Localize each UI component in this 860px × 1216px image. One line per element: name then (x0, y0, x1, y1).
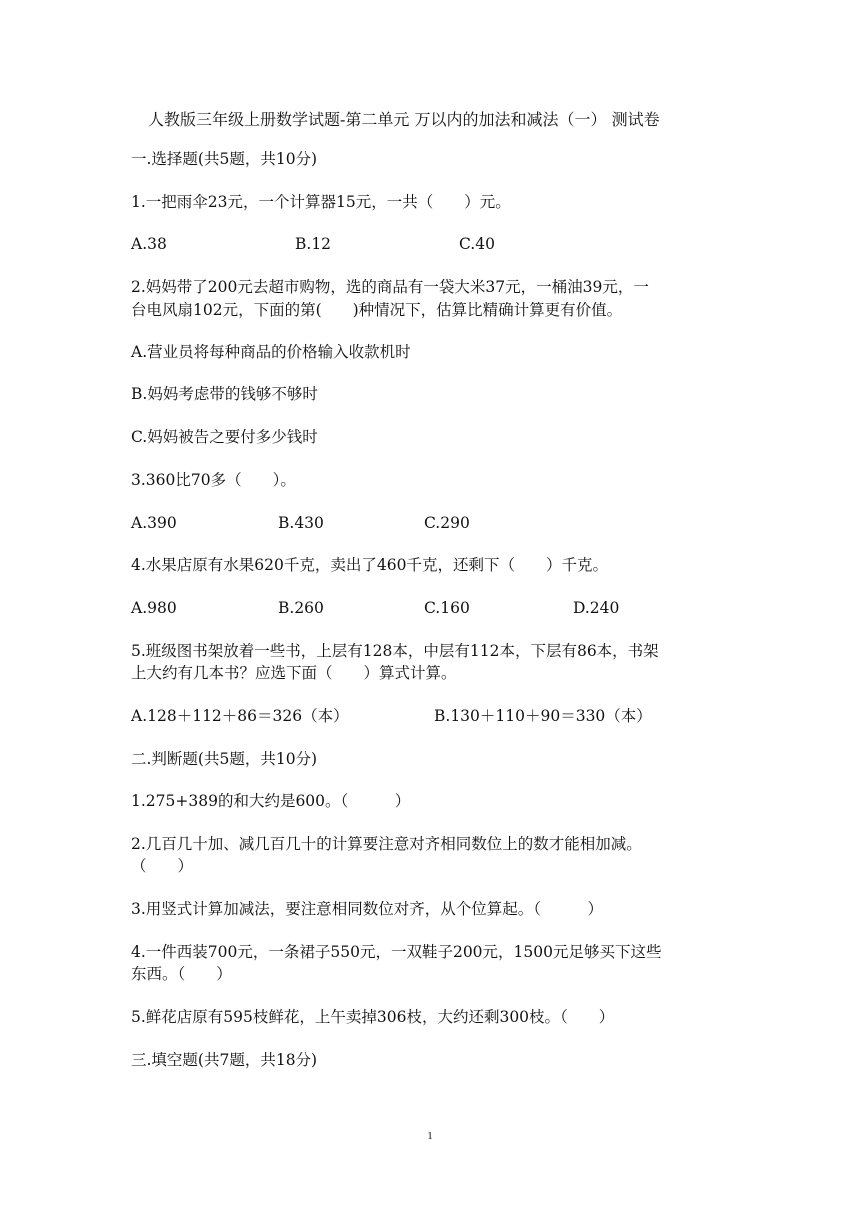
option-c: C.160 (424, 599, 470, 617)
page-title: 人教版三年级上册数学试题-第二单元 万以内的加法和减法（一） 测试卷 (148, 110, 660, 129)
option-b: B.妈妈考虑带的钱够不够时 (131, 385, 318, 403)
question-text: 4.一件西装700元，一条裙子550元，一双鞋子200元，1500元足够买下这些 (131, 943, 662, 961)
question-text-continued: 上大约有几本书？应选下面（ ）算式计算。 (131, 664, 457, 682)
question-text: 1.一把雨伞23元，一个计算器15元，一共（ ）元。 (131, 193, 511, 211)
option-a: A.390 (131, 514, 177, 532)
option-c: C.妈妈被告之要付多少钱时 (131, 428, 318, 446)
question-text: 3.用竖式计算加减法，要注意相同数位对齐，从个位算起。（ ） (131, 900, 604, 918)
question-text: 1.275+389的和大约是600。（ ） (131, 792, 411, 810)
option-b: B.430 (278, 514, 324, 532)
question-text: 5.班级图书架放着一些书，上层有128本，中层有112本，下层有86本，书架 (131, 642, 659, 660)
section-heading-fill-in: 三.填空题(共7题，共18分) (131, 1051, 318, 1069)
option-b: B.12 (295, 235, 332, 253)
option-a: A.980 (131, 599, 177, 617)
section-heading-choice: 一.选择题(共5题，共10分) (131, 150, 318, 168)
question-text-continued: 东西。（ ） (131, 965, 232, 983)
question-text: 2.几百几十加、减几百几十的计算要注意对齐相同数位上的数才能相加减。 (131, 835, 642, 853)
question-text: 4.水果店原有水果620千克，卖出了460千克，还剩下（ ）千克。 (131, 556, 608, 574)
question-text: 2.妈妈带了200元去超市购物，选的商品有一袋大米37元，一桶油39元，一 (131, 278, 649, 296)
option-a: A.38 (131, 235, 167, 253)
question-text: 3.360比70多（ ）。 (131, 471, 296, 489)
option-a: A.128＋112＋86＝326（本） (131, 707, 349, 725)
option-c: C.40 (459, 235, 495, 253)
question-text-continued: 台电风扇102元，下面的第( )种情况下，估算比精确计算更有价值。 (131, 301, 623, 319)
question-text: 5.鲜花店原有595枝鲜花，上午卖掉306枝，大约还剩300枝。（ ） (131, 1008, 615, 1026)
question-text-continued: （ ） (131, 857, 194, 875)
section-heading-judgement: 二.判断题(共5题，共10分) (131, 750, 318, 768)
option-c: C.290 (424, 514, 470, 532)
option-d: D.240 (573, 599, 620, 617)
page-number: 1 (427, 1130, 433, 1142)
option-b: B.260 (278, 599, 324, 617)
option-a: A.营业员将每种商品的价格输入收款机时 (131, 343, 411, 361)
option-b: B.130＋110＋90＝330（本） (434, 707, 652, 725)
